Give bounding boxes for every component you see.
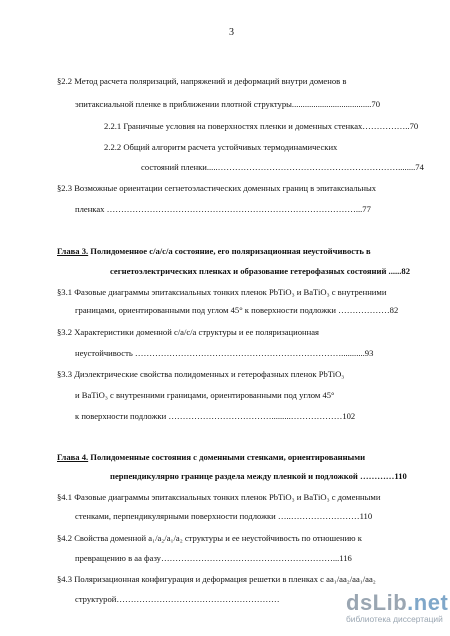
toc-entry-2-2-2-line1: 2.2.2 Общий алгоритм расчета устойчивых термодинамических (104, 142, 338, 152)
toc-entry-2-3-line2: пленках ……………………………………………………………………………...77 (75, 204, 371, 214)
chapter-3-label: Глава 3. (57, 246, 89, 256)
chapter-4-heading-line1 (57, 452, 365, 463)
toc-entry-2-2-line2: эпитаксиальной пленке в приближении плотной структуры.....................................70 (75, 99, 381, 109)
toc-entry-3-2-line1: §3.2 Характеристики доменной c/a/c/a структуры и ее поляризационная (57, 327, 319, 337)
toc-entry-3-2-line2: неустойчивость ………………………………………………………………...........93 (75, 348, 374, 358)
watermark-logo (346, 590, 448, 616)
toc-entry-4-2-line1: §4.2 Свойства доменной a₁/a₂/a₁/a₂ структуры и ее неустойчивость по отношению к (57, 533, 362, 543)
chapter-3-title: Полидоменное c/a/c/a состояние, его поляризационная неустойчивость в (88, 246, 371, 256)
chapter-4-title: Полидоменные состояния с доменными стенками, ориентированными (88, 452, 366, 462)
toc-entry-4-3-line1: §4.3 Поляризационная конфигурация и деформация решетки в пленках с aa₁/aa₂/aa₁/aa₂ (57, 574, 376, 584)
toc-entry-4-1-line2: стенками, перпендикулярными поверхности подложки …..……………………110 (75, 511, 373, 521)
page-number: 3 (229, 27, 234, 38)
toc-entry-2-2-1: 2.2.1 Граничные условия на поверхностях пленки и доменных стенках……………..70 (104, 121, 419, 131)
watermark-logo-domain: .net (407, 590, 449, 615)
watermark-logo-main: dsLib (346, 590, 408, 615)
watermark (346, 590, 449, 630)
chapter-3-heading-line2: сегнетоэлектрических пленках и образование гетерофазных состояний ......82 (110, 266, 411, 276)
chapter-3-heading-line1 (57, 246, 371, 257)
toc-entry-3-3-line1: §3.3 Диэлектрические свойства полидоменных и гетерофазных пленок PbTiO₃ (57, 369, 345, 379)
toc-entry-4-3-line2: структурой………………………………………………… (75, 594, 280, 604)
toc-entry-2-2-2-line2: состояний пленки.....………………………………………………………........74 (141, 162, 424, 172)
toc-entry-2-2-line1: §2.2 Метод расчета поляризаций, напряжений и деформаций внутри доменов в (57, 76, 347, 86)
chapter-4-heading-line2: перпендикулярно границе раздела между пленкой и подложкой …………110 (110, 471, 407, 481)
chapter-4-label: Глава 4. (57, 452, 89, 462)
toc-entry-3-1-line1: §3.1 Фазовые диаграммы эпитаксиальных тонких пленок PbTiO₃ и BaTiO₃ с внутренними (57, 287, 387, 297)
toc-entry-4-2-line2: превращению в aa фазу……………………………………………………...116 (75, 553, 352, 563)
toc-entry-3-3-line2: и BaTiO₃ с внутренними границами, ориентированными под углом 45° (75, 390, 335, 400)
toc-entry-3-3-line3: к поверхности подложки ……………………………….........………………102 (75, 411, 356, 421)
toc-entry-3-1-line2: границами, ориентированными под углом 45° к поверхности подложки ………………82 (75, 305, 399, 315)
toc-entry-4-1-line1: §4.1 Фазовые диаграммы эпитаксиальных тонких пленок PbTiO₃ и BaTiO₃ с доменными (57, 492, 381, 502)
watermark-subtitle: библиотека диссертаций (346, 614, 443, 624)
toc-entry-2-3-line1: §2.3 Возможные ориентации сегнетоэластических доменных границ в эпитаксиальных (57, 183, 377, 193)
